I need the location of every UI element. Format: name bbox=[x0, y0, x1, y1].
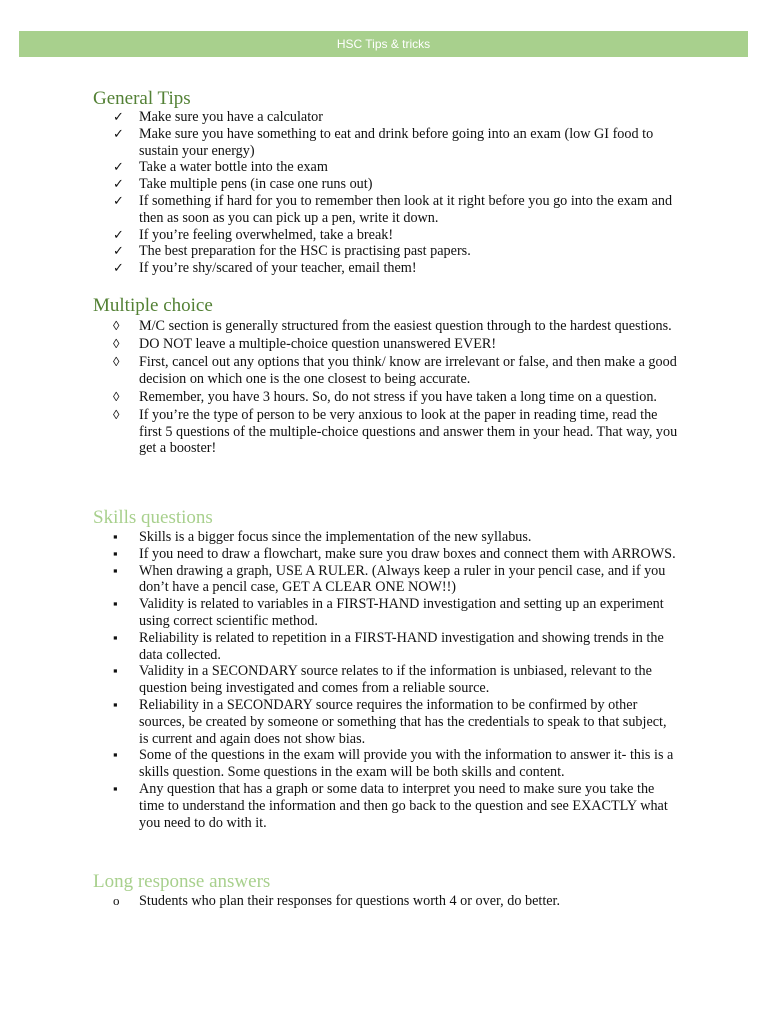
list-item bbox=[93, 546, 679, 563]
list-item bbox=[93, 109, 679, 126]
diamond-icon: ◊ bbox=[113, 353, 120, 369]
list-item-text: Take multiple pens (in case one runs out) bbox=[139, 176, 373, 193]
header-bar bbox=[19, 31, 748, 57]
list-item-text: If something if hard for you to remember then look at it right before you go into the exam and then as soon as you can pick up a pen, write it down. bbox=[139, 192, 673, 226]
square-icon: ▪ bbox=[113, 596, 118, 612]
list-item bbox=[93, 893, 679, 910]
list-item-text: When drawing a graph, USE A RULER. (Always keep a ruler in your pencil case, and if you don’t have a pencil case, GET A CLEAR ONE NOW!!) bbox=[139, 562, 666, 596]
long-response-list bbox=[93, 893, 693, 910]
list-item bbox=[93, 318, 679, 335]
list-item bbox=[93, 630, 679, 664]
list-item-text: If you’re feeling overwhelmed, take a break! bbox=[139, 226, 394, 243]
check-icon: ✓ bbox=[113, 176, 124, 192]
square-icon: ▪ bbox=[113, 562, 118, 578]
diamond-icon: ◊ bbox=[113, 335, 120, 351]
list-item bbox=[93, 697, 679, 747]
list-item-text: If you need to draw a flowchart, make sure you draw boxes and connect them with ARROWS. bbox=[139, 545, 676, 562]
document-title: HSC Tips & tricks bbox=[336, 37, 431, 51]
list-item-text: Some of the questions in the exam will provide you with the information to answer it- this is a skills question. Some questions in the exam will be both skills and content. bbox=[139, 747, 674, 781]
square-icon: ▪ bbox=[113, 780, 118, 796]
square-icon: ▪ bbox=[113, 529, 118, 544]
list-item bbox=[93, 781, 679, 831]
section-heading-multiple-choice: Multiple choice bbox=[93, 295, 213, 316]
list-item bbox=[93, 193, 679, 227]
check-icon: ✓ bbox=[113, 226, 124, 242]
list-item bbox=[93, 747, 679, 781]
square-icon: ▪ bbox=[113, 545, 118, 561]
list-item bbox=[93, 126, 679, 160]
list-item-text: First, cancel out any options that you think/ know are irrelevant or false, and then make a good decision on which one is the one closest to being accurate. bbox=[139, 353, 677, 387]
check-icon: ✓ bbox=[113, 109, 124, 124]
check-icon: ✓ bbox=[113, 192, 124, 208]
list-item-text: Validity is related to variables in a FIRST-HAND investigation and setting up an experiment using correct scientific method. bbox=[139, 596, 664, 629]
square-icon: ▪ bbox=[113, 696, 118, 712]
list-item bbox=[93, 159, 679, 176]
list-item-text: Reliability is related to repetition in a FIRST-HAND investigation and showing trends in the data collected. bbox=[139, 629, 664, 663]
skills-questions-list bbox=[93, 529, 693, 831]
list-item bbox=[93, 227, 679, 244]
section-heading-skills-questions: Skills questions bbox=[93, 507, 213, 528]
diamond-icon: ◊ bbox=[113, 406, 120, 422]
list-item bbox=[93, 529, 679, 546]
list-item-text: The best preparation for the HSC is practising past papers. bbox=[139, 243, 471, 260]
list-item-text: M/C section is generally structured from the easiest question through to the hardest questions. bbox=[139, 318, 672, 334]
list-item-text: Take a water bottle into the exam bbox=[139, 159, 328, 176]
list-item bbox=[93, 336, 679, 353]
list-item bbox=[93, 260, 679, 277]
diamond-icon: ◊ bbox=[113, 388, 120, 404]
list-item bbox=[93, 354, 679, 388]
section-heading-long-response: Long response answers bbox=[93, 871, 271, 892]
square-icon: ▪ bbox=[113, 629, 118, 645]
square-icon: ▪ bbox=[113, 747, 118, 763]
check-icon: ✓ bbox=[113, 125, 124, 141]
list-item bbox=[93, 407, 679, 457]
list-item-text: If you’re shy/scared of your teacher, email them! bbox=[139, 260, 417, 277]
list-item-text: DO NOT leave a multiple-choice question unanswered EVER! bbox=[139, 335, 497, 352]
list-item bbox=[93, 563, 679, 597]
list-item-text: Make sure you have something to eat and drink before going into an exam (low GI food to sustain your energy) bbox=[139, 125, 654, 159]
check-icon: ✓ bbox=[113, 260, 124, 276]
circle-icon: o bbox=[113, 893, 120, 908]
check-icon: ✓ bbox=[113, 159, 124, 175]
list-item-text: Students who plan their responses for questions worth 4 or over, do better. bbox=[139, 893, 561, 909]
list-item-text: Remember, you have 3 hours. So, do not stress if you have taken a long time on a question. bbox=[139, 388, 657, 405]
list-item-text: If you’re the type of person to be very anxious to look at the paper in reading time, read the first 5 questions of the multiple-choice questions and answer them in your head. That way, you get a booster! bbox=[139, 406, 678, 457]
list-item bbox=[93, 596, 679, 630]
list-item-text: Reliability in a SECONDARY source requires the information to be confirmed by other sources, be created by someone or something that has the credentials to speak to that subject, is current and again does not show bias. bbox=[139, 696, 667, 747]
square-icon: ▪ bbox=[113, 663, 118, 679]
general-tips-list bbox=[93, 109, 693, 277]
diamond-icon: ◊ bbox=[113, 318, 120, 333]
list-item bbox=[93, 243, 679, 260]
section-heading-general-tips: General Tips bbox=[93, 88, 191, 109]
list-item bbox=[93, 176, 679, 193]
list-item bbox=[93, 663, 679, 697]
list-item-text: Validity in a SECONDARY source relates to if the information is unbiased, relevant to the question being investigated and comes from a reliable source. bbox=[139, 663, 652, 697]
list-item bbox=[93, 389, 679, 406]
list-item-text: Make sure you have a calculator bbox=[139, 109, 323, 125]
multiple-choice-list bbox=[93, 318, 693, 458]
list-item-text: Skills is a bigger focus since the implementation of the new syllabus. bbox=[139, 529, 532, 545]
check-icon: ✓ bbox=[113, 243, 124, 259]
list-item-text: Any question that has a graph or some data to interpret you need to make sure you take the time to understand the information and then go back to the question and see EXACTLY what you need to do with it. bbox=[139, 780, 668, 831]
